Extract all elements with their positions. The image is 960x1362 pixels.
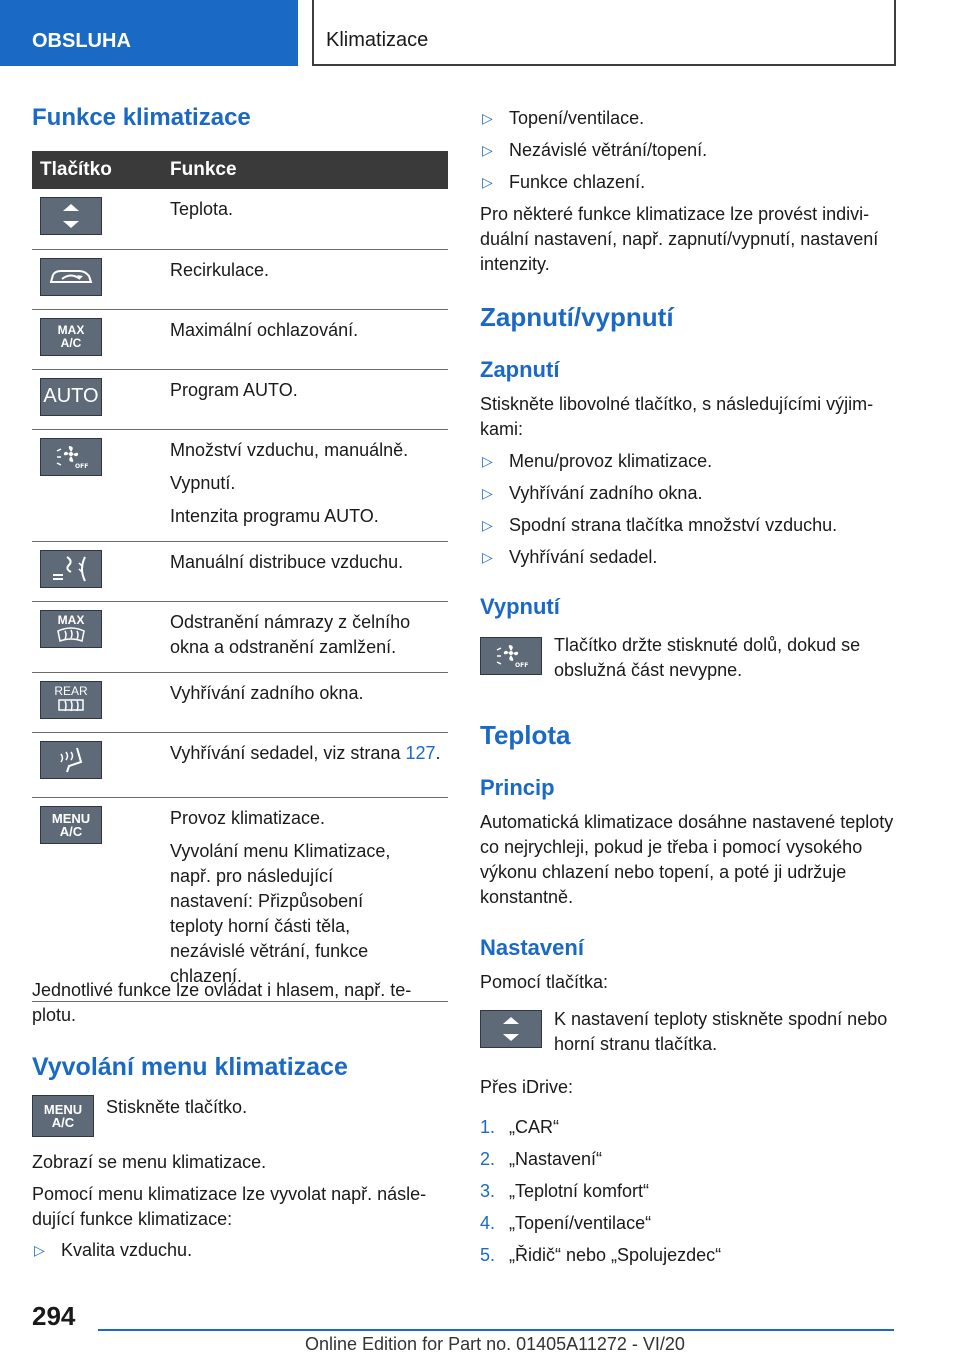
icon-label: MENU A/C [43, 1102, 83, 1130]
list-item [480, 1179, 896, 1204]
list-item-text: Kvalita vzduchu. [61, 1240, 193, 1260]
step-text: „Topení/ventilace“ [509, 1213, 652, 1233]
principle-text: Automatická klimatizace dosáhne nastavené teploty co nejrychleji, pokud je třeba i pomocí vysokého výkonu chlazení nebo topení, a poté ji udržuje konstantně. [480, 812, 894, 907]
off-heading: Vypnutí [480, 594, 560, 619]
off-row [480, 633, 896, 683]
fan-off-icon [40, 438, 102, 476]
list-item [32, 1238, 448, 1263]
list-item-text: Vyhřívání sedadel. [509, 547, 658, 567]
idrive-steps [480, 1115, 896, 1275]
step-number: 1. [480, 1117, 496, 1137]
icon-label: REAR [54, 684, 88, 698]
menu-heading: Vyvolání menu klimatizace [32, 1053, 348, 1081]
step-number: 2. [480, 1149, 496, 1169]
list-item [480, 1211, 896, 1236]
icon-label: MAX [57, 613, 85, 627]
table-row [32, 732, 448, 797]
table-header [32, 151, 448, 189]
step-number: 4. [480, 1213, 496, 1233]
step-text: „Nastavení“ [509, 1149, 603, 1169]
section-tab [0, 0, 298, 66]
settings-button-row [480, 1007, 896, 1057]
list-item [480, 545, 896, 570]
edition-note: Online Edition for Part no. 01405A11272 - VI/20 [305, 1334, 685, 1354]
list-item [480, 481, 896, 506]
table-row [32, 369, 448, 429]
menu-ac-icon [32, 1095, 94, 1137]
individual-note: Pro některé funkce klimatizace lze provést individuální nastavení, např. zapnutí/vypnutí, nastavení intenzity. [480, 204, 879, 274]
temperature-up-down-icon [480, 1010, 542, 1048]
function-text-end: . [435, 742, 441, 763]
function-text-main: Vyhřívání sedadel, viz strana [170, 742, 406, 763]
table-row [32, 309, 448, 369]
voice-note: Jednotlivé funkce lze ovládat i hlasem, např. teplotu. [32, 980, 412, 1025]
bullet-icon: ▷ [482, 174, 493, 190]
list-item [480, 1147, 896, 1172]
rear-defrost-icon [40, 681, 102, 719]
list-item-text: Funkce chlazení. [509, 172, 646, 192]
page-link[interactable]: 127 [405, 742, 436, 763]
chapter-title: Klimatizace [326, 29, 429, 51]
menu-ac-icon [40, 806, 102, 844]
on-exceptions-list [480, 449, 896, 577]
step-text: „Řidič“ nebo „Spolujezdec“ [509, 1245, 722, 1265]
function-text [170, 741, 448, 766]
function-text: Program AUTO. [170, 379, 298, 400]
bullet-icon: ▷ [482, 517, 493, 533]
column-header-button: Tlačítko [32, 151, 160, 189]
fan-off-icon [480, 637, 542, 675]
menu-options-intro: Pomocí menu klimatizace lze vyvolat např. následující funkce klimatizace: [32, 1184, 427, 1229]
temperature-heading: Teplota [480, 720, 571, 750]
bullet-icon: ▷ [482, 485, 493, 501]
menu-press-row [32, 1095, 247, 1137]
svg-text:OFF: OFF [75, 462, 89, 469]
bullet-icon: ▷ [482, 453, 493, 469]
onoff-heading: Zapnutí/vypnutí [480, 302, 674, 332]
step-number: 3. [480, 1181, 496, 1201]
page-number: 294 [32, 1301, 76, 1331]
step-text: „CAR“ [509, 1117, 559, 1137]
settings-heading: Nastavení [480, 935, 584, 960]
menu-options-list-cont [480, 106, 896, 202]
list-item [480, 1115, 896, 1140]
max-defrost-icon [40, 610, 102, 648]
table-row [32, 189, 448, 249]
idrive-intro: Přes iDrive: [480, 1077, 574, 1097]
principle-heading: Princip [480, 775, 555, 800]
footer-divider [98, 1329, 894, 1331]
menu-options-list [32, 1238, 448, 1270]
off-text: Tlačítko držte stisknuté dolů, dokud se obslužná část nevypne. [554, 635, 861, 680]
settings-button-intro: Pomocí tlačítka: [480, 972, 609, 992]
max-ac-icon [40, 318, 102, 356]
list-item-text: Nezávislé větrání/topení. [509, 140, 708, 160]
function-text: Manuální distribuce vzduchu. [170, 551, 404, 572]
list-item-text: Menu/provoz klimatizace. [509, 451, 713, 471]
icon-label: AUTO [43, 385, 99, 407]
step-text: „Teplotní komfort“ [509, 1181, 650, 1201]
bullet-icon: ▷ [482, 549, 493, 565]
menu-press-text: Stiskněte tlačítko. [106, 1097, 248, 1117]
table-row [32, 672, 448, 732]
temperature-up-down-icon [40, 197, 102, 235]
table-row [32, 249, 448, 309]
table-row [32, 797, 448, 1001]
function-text: Vypnutí. [170, 472, 236, 493]
list-item [480, 513, 896, 538]
seat-heating-icon [40, 741, 102, 779]
function-text: Intenzita programu AUTO. [170, 505, 379, 526]
list-item-text: Vyhřívání zadního okna. [509, 483, 703, 503]
function-text: Recirkulace. [170, 259, 270, 280]
function-table [32, 151, 448, 1002]
table-row [32, 541, 448, 601]
table-row [32, 429, 448, 541]
bullet-icon: ▷ [34, 1242, 45, 1258]
list-item [480, 138, 896, 163]
list-item [480, 449, 896, 474]
function-text: Teplota. [170, 199, 234, 219]
bullet-icon: ▷ [482, 142, 493, 158]
bullet-icon: ▷ [482, 110, 493, 126]
function-text: Maximální ochlazování. [170, 319, 359, 340]
section-title: OBSLUHA [32, 30, 131, 52]
list-item [480, 106, 896, 131]
icon-label: MAX A/C [57, 322, 85, 350]
on-text: Stiskněte libovolné tlačítko, s následujícími výjimkami: [480, 394, 874, 439]
settings-button-text: K nastavení teploty stiskněte spodní nebo horní stranu tlačítka. [554, 1009, 888, 1054]
list-item-text: Topení/ventilace. [509, 108, 645, 128]
list-item [480, 170, 896, 195]
svg-text:OFF: OFF [515, 662, 529, 668]
chapter-tab [312, 0, 896, 66]
function-text: Provoz klimatizace. [170, 807, 326, 828]
menu-shows-text: Zobrazí se menu klimatizace. [32, 1152, 267, 1172]
recirculation-icon [40, 258, 102, 296]
column-header-function: Funkce [160, 151, 448, 189]
list-item-text: Spodní strana tlačítka množství vzduchu. [509, 515, 838, 535]
icon-label: MENU A/C [51, 810, 91, 839]
auto-icon [40, 378, 102, 416]
list-item [480, 1243, 896, 1268]
on-heading: Zapnutí [480, 357, 560, 382]
function-text: Vyhřívání zadního okna. [170, 682, 364, 703]
function-text: Vyvolání menu Klimatizace, např. pro následující nastavení: Přizpůsobení teploty horní části těla, nezávislé větrání, funkce chlazení. [170, 840, 391, 986]
function-text: Množství vzduchu, manuálně. [170, 439, 409, 460]
function-text: Odstranění námrazy z čelního okna a odstranění zamlžení. [170, 611, 411, 657]
air-distribution-icon [40, 550, 102, 588]
function-heading: Funkce klimatizace [32, 104, 251, 131]
table-row [32, 601, 448, 672]
step-number: 5. [480, 1245, 496, 1265]
